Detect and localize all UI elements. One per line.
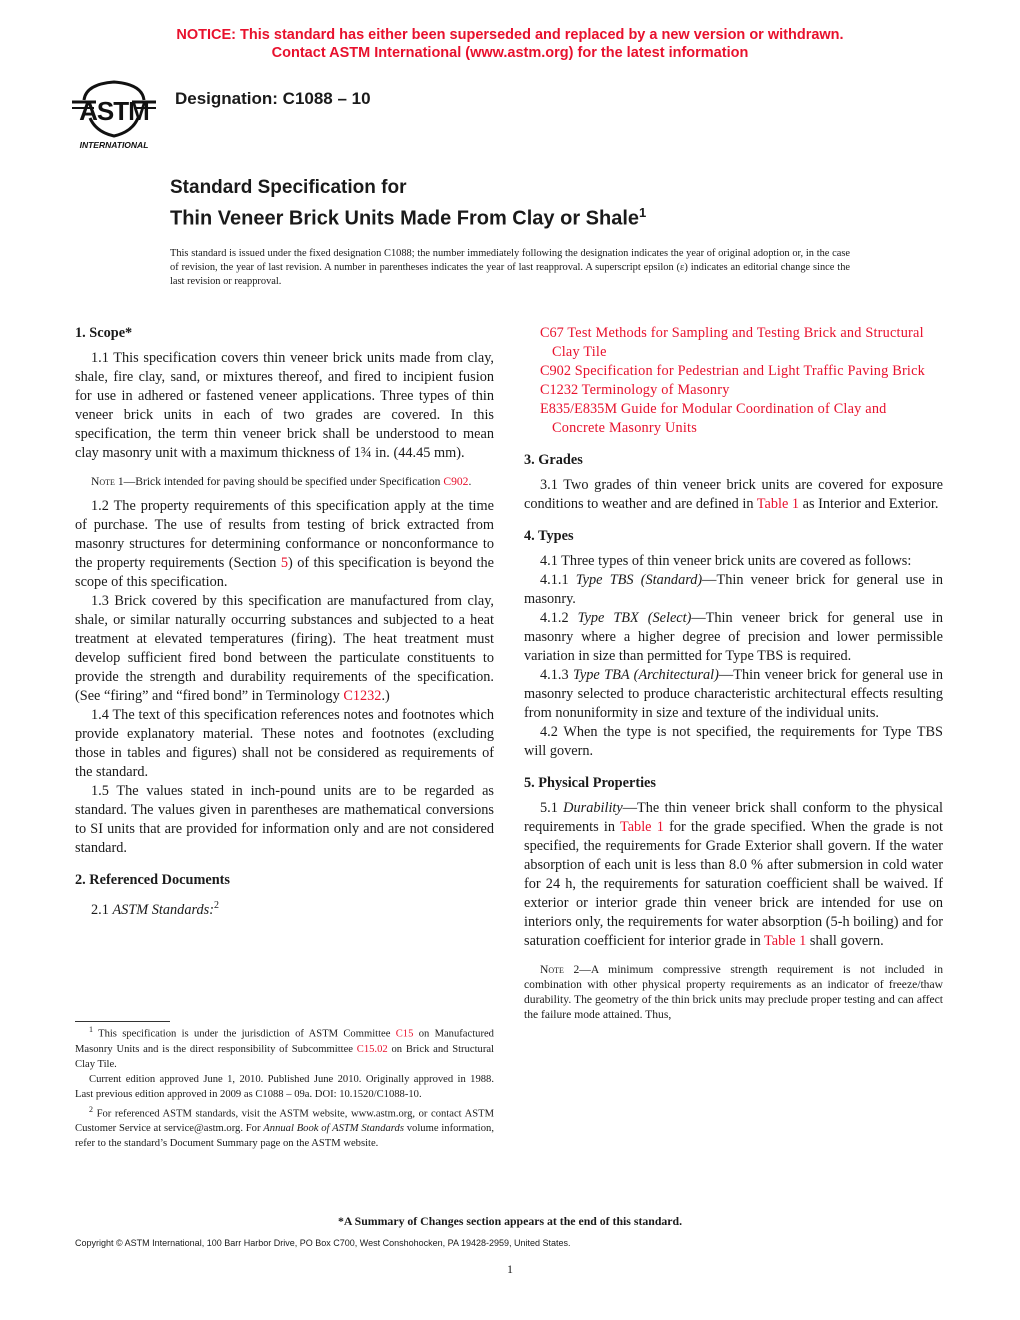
footnote-1: $^1$ This specification is under the jurisdiction of ASTM Committee C15 on Manufactured Masonry Units and is the direct responsibility of Subcommittee C15.02 on Brick and Structural Clay Tile. (75, 1025, 494, 1070)
ref-c67: C67 Test Methods for Sampling and Testing Brick and Structural Clay Tile (540, 325, 924, 360)
para-4-1-3: 4.1.3 Type TBA (Architectural)—Thin veneer brick for general use in masonry selected to produce characteristic architectural effects resulting from nonuniformity in size and texture of the individual units. (524, 667, 944, 721)
link-table-1-c[interactable]: Table 1 (764, 933, 807, 949)
ref-c902-link[interactable]: C902 (540, 363, 571, 379)
para-1-5: 1.5 The values stated in inch-pound units are to be regarded as standard. The values given in parentheses are mathematical conversions to SI units that are provided for information only and are not considered standard. (75, 783, 494, 856)
section-3-heading: 3. Grades (524, 452, 583, 468)
footnotes (75, 1022, 494, 1151)
ref-e835: E835/E835M Guide for Modular Coordination of Clay and Concrete Masonry Units (540, 401, 887, 436)
logo-text: ASTM (79, 96, 149, 126)
summary-of-changes-note: *A Summary of Changes section appears at the end of this standard. (337, 1214, 683, 1228)
note-2: Note 2—A minimum compressive strength requirement is not included in combination with other physical property requirements as an indicator of freeze/thaw durability. The geometry of the thin brick units may preclude proper testing and can affect the failure mode attained. Thus, (524, 963, 943, 1021)
link-c902[interactable]: C902 (443, 475, 469, 488)
page-number: 1 (507, 1262, 513, 1276)
section-2-heading: 2. Referenced Documents (75, 872, 230, 888)
link-table-1[interactable]: Table 1 (756, 496, 800, 512)
section-4-heading: 4. Types (524, 528, 574, 544)
ref-c67-link[interactable]: C67 (540, 325, 564, 341)
left-column (75, 324, 494, 920)
link-section-5[interactable]: 5 (280, 555, 289, 571)
para-3-1: 3.1 Two grades of thin veneer brick units are covered for exposure conditions to weather and are defined in Table 1 as Interior and Exterior. (524, 477, 943, 512)
ref-e835-link[interactable]: E835/E835M (540, 401, 618, 417)
footnote-2: $^2$ For referenced ASTM standards, visit the ASTM website, www.astm.org, or contact ASTM Customer Service at service@astm.org. For Annual Book of ASTM Standards volume information, refer to the standard’s Document Summary page on the ASTM website. (75, 1104, 495, 1150)
notice-line-1: NOTICE: This standard has either been superseded and replaced by a new version or withdrawn. (176, 27, 844, 43)
para-5-1: 5.1 Durability—The thin veneer brick shall conform to the physical requirements in Table 1 for the grade specified. When the grade is not specified, the requirements for Grade Exterior shall govern. If the water absorption of each unit is less than 8.0 % after submersion in cold water for 24 h, the requirements for saturation coefficient shall be waived. If exterior or interior grade thin veneer brick are intended for use on interiors only, the requirements for water absorption (5-h boiling) and for saturation coefficient for interior grade in Table 1 shall govern. (524, 800, 943, 949)
issuance-statement: This standard is issued under the fixed designation C1088; the number immediately following the designation indicates the year of original adoption or, in the case of revision, the year of last revision. A number in parentheses indicates the year of last reapproval. A superscript epsilon (ε) indicates an editorial change since the last revision or reapproval. (170, 248, 850, 287)
para-1-1: 1.1 This specification covers thin veneer brick units made from clay, shale, fire clay, sand, or mixtures thereof, and fired to incipient fusion for use in adhered or fastened veneer applications. Three types of thin veneer brick units in each of two grades are covered. In this specification, the term thin veneer brick shall be understood to mean clay masonry unit with a maximum thickness of 1¾ in. (44.45 mm). (75, 350, 494, 461)
withdrawal-notice (0, 26, 1020, 62)
para-1-2: 1.2 The property requirements of this specification apply at the time of purchase. The use of results from testing of brick extracted from masonry structures for determining conformance or nonconformance to the property requirements (Section 5) of this specification is beyond the scope of this specification. (75, 498, 494, 590)
section-1-heading: 1. Scope* (75, 325, 133, 341)
ref-c1232: C1232 Terminology of Masonry (540, 382, 730, 398)
footnote-1-edition: Current edition approved June 1, 2010. Published June 2010. Originally approved in 1988. Last previous edition approved in 2009 as C1088 – 09a. DOI: 10.1520/C1088-10. (75, 1073, 494, 1100)
link-table-1-b[interactable]: Table 1 (619, 819, 664, 835)
para-4-1-2: 4.1.2 Type TBX (Select)—Thin veneer brick for general use in masonry where a higher degree of precision and lower permissible variation in size than permitted for Type TBS is required. (524, 610, 943, 664)
title-line-1: Standard Specification for (170, 177, 407, 198)
para-4-1-1: 4.1.1 Type TBS (Standard)—Thin veneer brick for general use in masonry. (524, 572, 944, 607)
standard-title (170, 175, 646, 232)
designation: Designation: C1088 – 10 (175, 89, 371, 108)
note-1: Note 1—Brick intended for paving should be specified under Specification C902. (91, 475, 472, 488)
copyright: Copyright © ASTM International, 100 Barr Harbor Drive, PO Box C700, West Conshohocken, PA 19428-2959, United States. (75, 1238, 571, 1248)
link-c1232[interactable]: C1232 (343, 688, 382, 704)
para-1-4: 1.4 The text of this specification references notes and footnotes which provide explanatory material. These notes and footnotes (excluding those in tables and figures) shall not be considered as requirements of the standard. (75, 707, 494, 780)
para-4-2: 4.2 When the type is not specified, the requirements for Type TBS will govern. (524, 724, 943, 759)
link-c15[interactable]: C15 (395, 1028, 414, 1040)
title-footnote-mark: 1 (639, 205, 647, 220)
logo-subtext: INTERNATIONAL (79, 140, 149, 150)
ref-c902: C902 Specification for Pedestrian and Light Traffic Paving Brick (540, 363, 925, 379)
section-5-heading: 5. Physical Properties (524, 775, 656, 791)
astm-logo (66, 78, 162, 152)
para-2-1: 2.1 ASTM Standards:$^2$ (91, 900, 219, 918)
notice-line-2: Contact ASTM International (www.astm.org) for the latest information (271, 45, 749, 61)
ref-c1232-link[interactable]: C1232 (540, 382, 579, 398)
para-4-1: 4.1 Three types of thin veneer brick units are covered as follows: (540, 553, 912, 569)
para-1-3: 1.3 Brick covered by this specification are manufactured from clay, shale, or similar naturally occurring substances and subjected to a heat treatment at elevated temperatures (firing). The heat treatment must develop sufficient fired bond between the particulate constituents to provide the strength and durability requirements of the specification. (See “firing” and “fired bond” in Terminology C1232.) (75, 593, 494, 704)
title-line-2: Thin Veneer Brick Units Made From Clay or Shale$^1$ (170, 205, 647, 230)
link-c15-02[interactable]: C15.02 (356, 1043, 388, 1055)
right-column (524, 324, 943, 1022)
